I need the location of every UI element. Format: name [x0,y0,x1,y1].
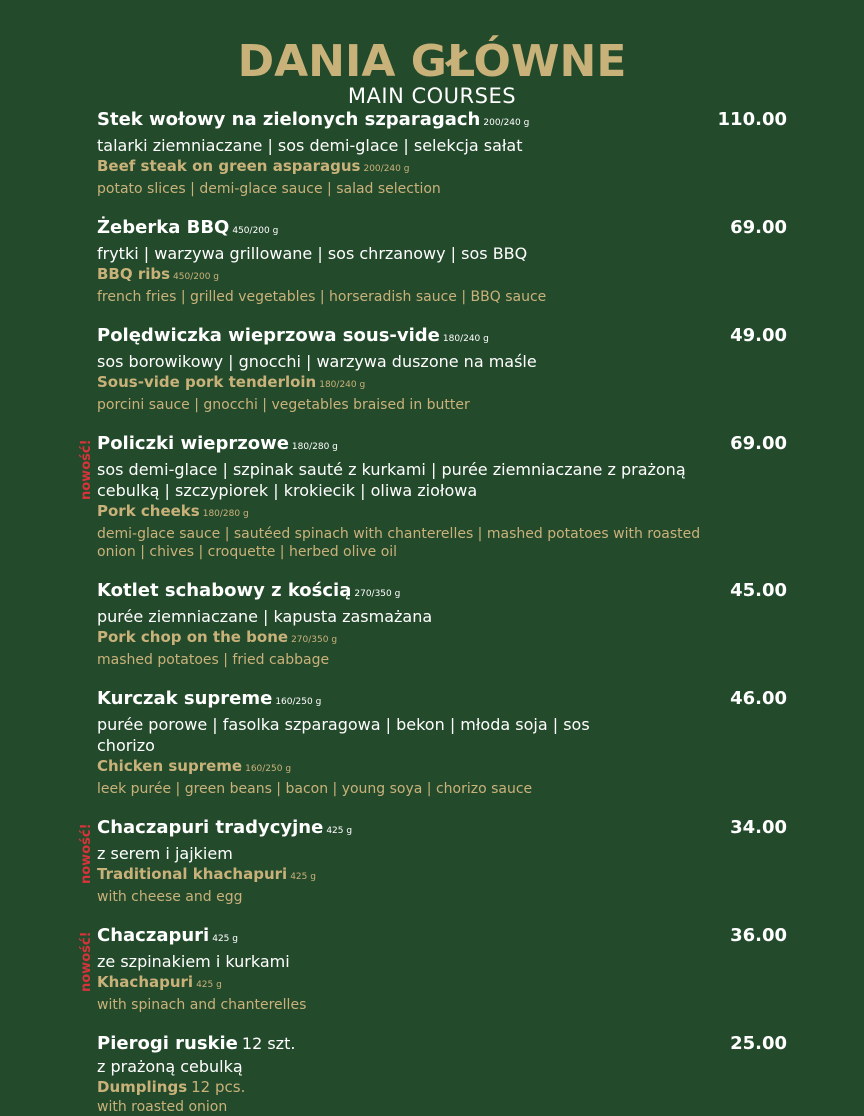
dish-name-english: Traditional khachapuri [97,865,288,883]
dish-weight-english: 270/350 g [291,635,338,645]
dish-price: 69.00 [730,217,787,238]
dish-name: Policzki wieprzowe [97,433,289,454]
dish-weight-english: 425 g [290,872,316,882]
dish-name: Pierogi ruskie [97,1033,238,1054]
menu-item [97,1032,787,1116]
new-badge: nowość! [79,931,94,992]
dish-weight: 200/240 g [483,118,530,128]
menu-item [97,216,787,306]
dish-name: Stek wołowy na zielonych szparagach [97,109,481,130]
page-subtitle: MAIN COURSES [347,84,517,108]
dish-weight: 180/240 g [442,334,489,344]
dish-description: frytki | warzywa grillowane | sos chrzanowy | sos BBQ [97,244,528,263]
menu-list [79,108,787,1116]
dish-description-english: porcini sauce | gnocchi | vegetables braised in butter [97,397,470,413]
dish-description-english: with spinach and chanterelles [97,997,307,1013]
dish-weight: 12 szt. [241,1034,296,1053]
dish-weight: 450/200 g [232,226,279,236]
dish-price: 69.00 [730,433,787,454]
dish-weight-english: 12 pcs. [191,1078,246,1096]
dish-weight-english: 180/280 g [202,509,249,519]
dish-weight-english: 200/240 g [363,164,410,174]
dish-name-english: Sous-vide pork tenderloin [97,373,317,391]
new-badge: nowość! [79,823,94,884]
dish-weight: 270/350 g [354,589,401,599]
dish-price: 34.00 [730,817,787,838]
dish-description-english: with roasted onion [97,1099,228,1115]
dish-name-english: Pork cheeks [97,502,200,520]
dish-description: sos borowikowy | gnocchi | warzywa duszone na maśle [97,352,537,371]
dish-name: Polędwiczka wieprzowa sous-vide [97,325,440,346]
menu-item [79,816,787,906]
dish-weight-english: 450/200 g [173,272,220,282]
dish-price: 46.00 [730,688,787,709]
dish-description-english: leek purée | green beans | bacon | young soya | chorizo sauce [97,781,533,797]
dish-description: z prażoną cebulką [97,1057,243,1076]
dish-price: 36.00 [730,925,787,946]
new-badge: nowość! [79,439,94,500]
dish-description: z serem i jajkiem [97,844,233,863]
dish-name: Chaczapuri [97,925,210,946]
page-title: DANIA GŁÓWNE [237,36,627,87]
dish-description: purée ziemniaczane | kapusta zasmażana [97,607,433,626]
dish-weight: 180/280 g [291,442,338,452]
menu-item [97,687,787,798]
dish-description-english: with cheese and egg [97,889,243,905]
dish-weight: 425 g [212,934,238,944]
dish-weight-english: 425 g [196,980,222,990]
dish-name-english: Beef steak on green asparagus [97,157,361,175]
dish-name: Żeberka BBQ [97,217,230,238]
dish-price: 25.00 [730,1033,787,1054]
dish-description-english: potato slices | demi-glace sauce | salad selection [97,181,441,197]
dish-name-english: BBQ ribs [97,265,171,283]
dish-name-english: Khachapuri [97,973,194,991]
dish-description: ze szpinakiem i kurkami [97,952,290,971]
menu-item [79,924,787,1014]
dish-description-english: mashed potatoes | fried cabbage [97,652,330,668]
dish-price: 45.00 [730,580,787,601]
dish-weight-english: 160/250 g [245,764,292,774]
menu-header [0,38,864,108]
menu-item [97,108,787,198]
menu-item [97,579,787,669]
dish-name: Kurczak supreme [97,688,273,709]
dish-price: 49.00 [730,325,787,346]
dish-description: purée porowe | fasolka szparagowa | bekon | młoda soja | sos chorizo [97,715,590,755]
dish-weight: 160/250 g [275,697,322,707]
dish-description: sos demi-glace | szpinak sauté z kurkami | purée ziemniaczane z prażoną cebulką | szczypiorek | krokiecik | oliwa ziołowa [97,460,686,500]
dish-name-english: Pork chop on the bone [97,628,289,646]
dish-description: talarki ziemniaczane | sos demi-glace | selekcja sałat [97,136,523,155]
dish-name: Kotlet schabowy z kością [97,580,352,601]
dish-name: Chaczapuri tradycyjne [97,817,324,838]
menu-item [97,324,787,414]
dish-description-english: french fries | grilled vegetables | horseradish sauce | BBQ sauce [97,289,547,305]
dish-weight-english: 180/240 g [319,380,366,390]
dish-price: 110.00 [717,109,787,130]
dish-weight: 425 g [326,826,353,836]
dish-name-english: Chicken supreme [97,757,243,775]
menu-item [79,432,787,561]
dish-description-english: demi-glace sauce | sautéed spinach with chanterelles | mashed potatoes with roasted onion | chives | croquette | herbed olive oil [97,526,701,560]
dish-name-english: Dumplings [97,1078,188,1096]
